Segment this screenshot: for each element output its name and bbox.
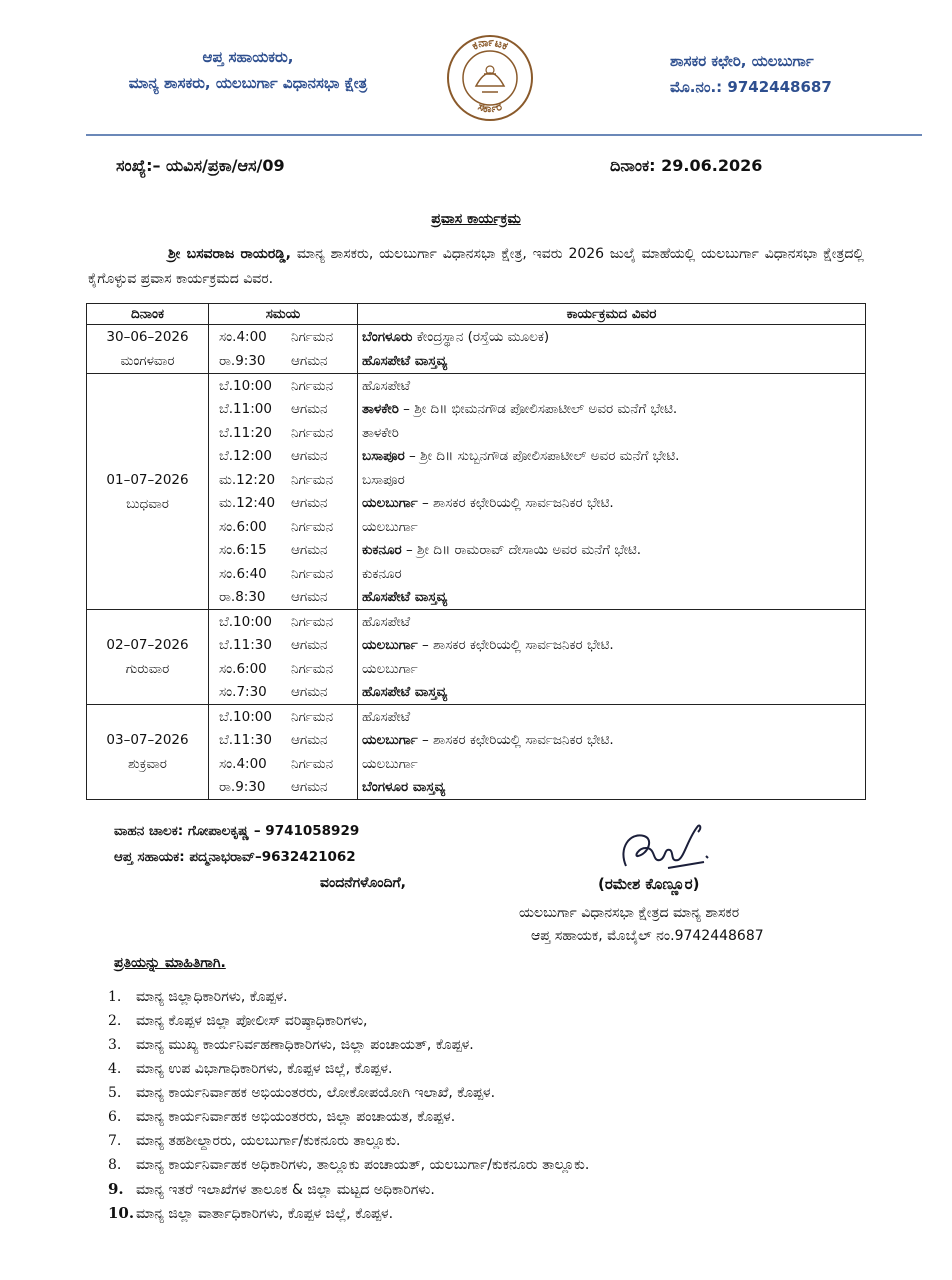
office-line-1: ಶಾಸಕರ ಕಛೇರಿ, ಯಲಬುರ್ಗಾ — [670, 52, 814, 70]
list-item-number: 10. — [108, 1204, 135, 1222]
seal-top-text: ಕರ್ನಾಟಕ — [470, 35, 510, 53]
time-cell: ಸಂ.7:30 — [209, 681, 288, 705]
list-item-number: 6. — [108, 1109, 122, 1125]
action-cell: ಆಗಮನ — [287, 539, 358, 563]
action-cell: ನಿರ್ಗಮನ — [287, 421, 358, 445]
sender-block — [68, 44, 428, 96]
detail-desc: ಹೊಸಪೇಟೆ — [362, 377, 411, 394]
signatory-contact: ಆಪ್ತ ಸಹಾಯಕ, ಮೊಬೈಲ್ ನಂ.9742448687 — [531, 928, 764, 944]
action-cell: ನಿರ್ಗಮನ — [287, 515, 358, 539]
detail-cell — [358, 705, 866, 729]
detail-desc: ಕೇಂದ್ರಸ್ಥಾನ (ರಸ್ತೆಯ ಮೂಲಕ) — [412, 329, 550, 345]
list-item-number: 2. — [108, 1013, 122, 1029]
detail-place: ಹೊಸಪೇಟೆ ವಾಸ್ತವ್ಯ — [362, 353, 448, 369]
detail-desc: – ಶಾಸಕರ ಕಛೇರಿಯಲ್ಲಿ ಸಾರ್ವಜನಿಕರ ಭೇಟಿ. — [417, 637, 614, 654]
detail-desc: – ಶಾಸಕರ ಕಛೇರಿಯಲ್ಲಿ ಸಾರ್ವಜನಿಕರ ಭೇಟಿ. — [417, 495, 614, 512]
sender-line-1: ಆಪ್ತ ಸಹಾಯಕರು, — [202, 48, 294, 66]
detail-cell — [358, 586, 866, 610]
detail-cell — [358, 681, 866, 705]
detail-desc: ಕುಕನೂರ — [362, 565, 402, 582]
office-block — [670, 48, 832, 100]
list-item-number: 3. — [108, 1037, 122, 1053]
action-cell: ಆಗಮನ — [287, 776, 358, 800]
list-item-text: ಮಾನ್ಯ ತಹಶೀಲ್ದಾರರು, ಯಲಬುರ್ಗಾ/ಕುಕನೂರು ತಾಲ್ಲೂಕು. — [136, 1133, 401, 1149]
action-cell: ಆಗಮನ — [287, 729, 358, 753]
list-item-number: 5. — [108, 1085, 122, 1101]
action-cell: ನಿರ್ಗಮನ — [287, 657, 358, 681]
detail-place: ಯಲಬುರ್ಗಾ — [362, 495, 418, 512]
list-item — [108, 985, 589, 1009]
list-item-number: 7. — [108, 1133, 122, 1149]
time-cell: ಸಂ.6:00 — [209, 657, 288, 681]
time-cell: ಸಂ.6:15 — [209, 539, 288, 563]
time-cell: ಸಂ.4:00 — [209, 752, 288, 776]
action-cell: ನಿರ್ಗಮನ — [287, 325, 358, 350]
detail-desc: ಹೊಸಪೇಟೆ — [362, 708, 411, 725]
time-cell: ರಾ.8:30 — [209, 586, 288, 610]
detail-desc: – ಶ್ರೀ ದಿ॥ ರಾಮರಾವ್ ದೇಸಾಯಿ ಅವರ ಮನೆಗೆ ಭೇಟಿ. — [401, 542, 642, 559]
list-item — [108, 1009, 589, 1033]
action-cell: ಆಗಮನ — [287, 398, 358, 422]
detail-cell — [358, 562, 866, 586]
list-item-text: ಮಾನ್ಯ ಜಿಲ್ಲಾಧಿಕಾರಿಗಳು, ಕೊಪ್ಪಳ. — [136, 989, 288, 1005]
time-cell: ಬೆ.11:30 — [209, 729, 288, 753]
list-item-text: ಮಾನ್ಯ ಕಾರ್ಯನಿರ್ವಾಹಕ ಅಧಿಕಾರಿಗಳು, ತಾಲ್ಲೂಕು ಪಂಚಾಯತ್, ಯಲಬುರ್ಗಾ/ಕುಕನೂರು ತಾಲ್ಲೂಕು. — [136, 1157, 590, 1173]
detail-cell — [358, 634, 866, 658]
list-item-text: ಮಾನ್ಯ ಇತರೆ ಇಲಾಖೆಗಳ ತಾಲೂಕ & ಜಿಲ್ಲಾ ಮಟ್ಟದ ಅಧಿಕಾರಿಗಳು. — [136, 1182, 435, 1198]
detail-cell — [358, 349, 866, 374]
time-cell: ಬೆ.12:00 — [209, 445, 288, 469]
time-cell: ಬೆ.10:00 — [209, 705, 288, 729]
signature-icon — [608, 818, 718, 878]
office-phone: ಮೊ.ನಂ.: 9742448687 — [670, 78, 832, 96]
list-item-text: ಮಾನ್ಯ ಜಿಲ್ಲಾ ವಾರ್ತಾಧಿಕಾರಿಗಳು, ಕೊಪ್ಪಳ ಜಿಲ್ಲೆ, ಕೊಪ್ಪಳ. — [136, 1206, 394, 1222]
list-item — [108, 1057, 589, 1081]
list-item — [108, 1081, 589, 1105]
list-item-text: ಮಾನ್ಯ ಕಾರ್ಯನಿರ್ವಾಹಕ ಅಭಿಯಂತರರು, ಜಿಲ್ಲಾ ಪಂಚಾಯತ, ಕೊಪ್ಪಳ. — [136, 1109, 456, 1125]
day-date: 03–07–2026 — [106, 732, 189, 748]
table-header-row — [87, 304, 866, 325]
detail-place: ಯಲಬುರ್ಗಾ — [362, 732, 418, 749]
header-details: ಕಾರ್ಯಕ್ರಮದ ವಿವರ — [358, 304, 866, 325]
time-cell: ರಾ.9:30 — [209, 349, 288, 374]
seal-bottom-text: ಸರ್ಕಾರ — [476, 99, 504, 116]
action-cell: ನಿರ್ಗಮನ — [287, 374, 358, 398]
detail-cell — [358, 610, 866, 634]
table-row — [87, 610, 866, 634]
detail-cell — [358, 398, 866, 422]
time-cell: ಸಂ.6:40 — [209, 562, 288, 586]
time-cell: ಬೆ.11:30 — [209, 634, 288, 658]
header-divider — [86, 134, 922, 136]
list-item — [108, 1201, 589, 1225]
time-cell: ಸಂ.4:00 — [209, 325, 288, 350]
day-date-cell — [87, 325, 209, 374]
detail-desc: – ಶ್ರೀ ದಿ॥ ಸುಬ್ಬನಗೌಡ ಪೋಲಿಸಪಾಟೀಲ್ ಅವರ ಮನೆಗೆ ಭೇಟಿ. — [404, 448, 680, 465]
list-item — [108, 1153, 589, 1177]
time-cell: ಬೆ.11:20 — [209, 421, 288, 445]
action-cell: ನಿರ್ಗಮನ — [287, 610, 358, 634]
day-weekday: ಗುರುವಾರ — [125, 661, 170, 677]
detail-place: ಬಸಾಪೂರ — [362, 448, 405, 465]
action-cell: ಆಗಮನ — [287, 634, 358, 658]
schedule-table — [86, 303, 866, 800]
action-cell: ನಿರ್ಗಮನ — [287, 705, 358, 729]
day-date: 30–06–2026 — [106, 329, 189, 345]
intro-name: ಶ್ರೀ ಬಸವರಾಜ ರಾಯರಡ್ಡಿ, — [168, 246, 291, 262]
intro-text: ಮಾನ್ಯ ಶಾಸಕರು, ಯಲಬುರ್ಗಾ ವಿಧಾನಸಭಾ ಕ್ಷೇತ್ರ, ಇವರು 2026 ಜುಲೈ ಮಾಹೆಯಲ್ಲಿ ಯಲಬುರ್ಗಾ ವಿಧಾನಸಭಾ ಕ್ಷೇತ್ರದಲ್ಲಿ ಕೈಗೊಳ್ಳುವ ಪ್ರವಾಸ ಕಾರ್ಯಕ್ರಮದ ವಿವರ. — [88, 246, 864, 287]
list-item-number: 4. — [108, 1061, 122, 1077]
detail-place: ಹೊಸಪೇಟೆ ವಾಸ್ತವ್ಯ — [362, 589, 448, 606]
signatory-title: ಯಲಬುರ್ಗಾ ವಿಧಾನಸಭಾ ಕ್ಷೇತ್ರದ ಮಾನ್ಯ ಶಾಸಕರ — [519, 905, 740, 921]
time-cell: ಸಂ.6:00 — [209, 515, 288, 539]
intro-paragraph — [88, 242, 864, 292]
list-item-text: ಮಾನ್ಯ ಕೊಪ್ಪಳ ಜಿಲ್ಲಾ ಪೋಲೀಸ್ ವರಿಷ್ಠಾಧಿಕಾರಿಗಳು, — [136, 1013, 368, 1029]
action-cell: ಆಗಮನ — [287, 349, 358, 374]
list-item — [108, 1177, 589, 1201]
detail-cell — [358, 515, 866, 539]
detail-cell — [358, 729, 866, 753]
detail-cell — [358, 752, 866, 776]
time-cell: ರಾ.9:30 — [209, 776, 288, 800]
list-item-text: ಮಾನ್ಯ ಮುಖ್ಯ ಕಾರ್ಯನಿರ್ವಹಣಾಧಿಕಾರಿಗಳು, ಜಿಲ್ಲಾ ಪಂಚಾಯತ್, ಕೊಪ್ಪಳ. — [136, 1037, 474, 1053]
list-item-number: 8. — [108, 1157, 122, 1173]
action-cell: ಆಗಮನ — [287, 586, 358, 610]
action-cell: ಆಗಮನ — [287, 445, 358, 469]
list-item-text: ಮಾನ್ಯ ಕಾರ್ಯನಿರ್ವಾಹಕ ಅಭಿಯಂತರರು, ಲೋಕೋಪಯೋಗಿ ಇಲಾಖೆ, ಕೊಪ್ಪಳ. — [136, 1085, 496, 1101]
header-time: ಸಮಯ — [209, 304, 358, 325]
detail-cell — [358, 468, 866, 492]
signatory-name: (ರಮೇಶ ಕೊಣ್ಣೂರ) — [598, 875, 700, 893]
detail-place: ಕುಕನೂರ — [362, 542, 402, 559]
list-item-number: 9. — [108, 1180, 124, 1198]
detail-cell — [358, 325, 866, 350]
day-weekday: ಮಂಗಳವಾರ — [120, 353, 175, 369]
karnataka-seal-icon — [446, 34, 534, 122]
header-date: ದಿನಾಂಕ — [87, 304, 209, 325]
time-cell: ಮ.12:40 — [209, 492, 288, 516]
list-item-number: 1. — [108, 989, 122, 1005]
action-cell: ಆಗಮನ — [287, 681, 358, 705]
table-row — [87, 325, 866, 350]
assistant-contact: ಆಪ್ತ ಸಹಾಯಕ: ಪದ್ಮನಾಭರಾವ್–9632421062 — [114, 849, 356, 865]
day-date: 01–07–2026 — [106, 471, 189, 488]
detail-place: ಬೆಂಗಳೂರ ವಾಸ್ತವ್ಯ — [362, 779, 446, 796]
reference-number: ಸಂಖ್ಯೆ:– ಯವಿಸ/ಪ್ರಕಾ/ಆಸ/09 — [116, 156, 285, 175]
day-weekday: ಶುಕ್ರವಾರ — [128, 756, 167, 772]
detail-desc: ಯಲಬುರ್ಗಾ — [362, 518, 418, 535]
detail-desc: ತಾಳಕೇರಿ — [362, 424, 399, 441]
day-date-cell — [87, 374, 209, 610]
detail-cell — [358, 374, 866, 398]
time-cell: ಬೆ.10:00 — [209, 374, 288, 398]
day-weekday: ಬುಧವಾರ — [126, 495, 169, 512]
action-cell: ನಿರ್ಗಮನ — [287, 752, 358, 776]
detail-desc: – ಶಾಸಕರ ಕಛೇರಿಯಲ್ಲಿ ಸಾರ್ವಜನಿಕರ ಭೇಟಿ. — [417, 732, 614, 749]
time-cell: ಬೆ.10:00 — [209, 610, 288, 634]
time-cell: ಮ.12:20 — [209, 468, 288, 492]
detail-place: ತಾಳಕೇರಿ — [362, 401, 399, 418]
list-item-text: ಮಾನ್ಯ ಉಪ ವಿಭಾಗಾಧಿಕಾರಿಗಳು, ಕೊಪ್ಪಳ ಜಿಲ್ಲೆ, ಕೊಪ್ಪಳ. — [136, 1061, 393, 1077]
detail-desc: ಯಲಬುರ್ಗಾ — [362, 755, 418, 772]
closing-greeting: ವಂದನೆಗಳೊಂದಿಗೆ, — [320, 875, 406, 891]
detail-desc: – ಶ್ರೀ ದಿ॥ ಭೀಮನಗೌಡ ಪೋಲಿಸಪಾಟೀಲ್ ಅವರ ಮನೆಗೆ ಭೇಟಿ. — [398, 401, 678, 418]
day-date-cell — [87, 610, 209, 705]
list-item — [108, 1129, 589, 1153]
sender-line-2: ಮಾನ್ಯ ಶಾಸಕರು, ಯಲಬುರ್ಗಾ ವಿಧಾನಸಭಾ ಕ್ಷೇತ್ರ — [128, 74, 368, 92]
detail-desc: ಬಸಾಪೂರ — [362, 471, 405, 488]
table-row — [87, 374, 866, 398]
detail-cell — [358, 657, 866, 681]
list-item — [108, 1033, 589, 1057]
detail-place: ಯಲಬುರ್ಗಾ — [362, 637, 418, 654]
svg-text:ಸರ್ಕಾರ — [476, 100, 504, 115]
detail-cell — [358, 445, 866, 469]
detail-cell — [358, 776, 866, 800]
copies-list — [108, 985, 589, 1225]
detail-cell — [358, 492, 866, 516]
action-cell: ನಿರ್ಗಮನ — [287, 468, 358, 492]
action-cell: ಆಗಮನ — [287, 492, 358, 516]
detail-cell — [358, 539, 866, 563]
day-date-cell — [87, 705, 209, 800]
detail-desc: ಯಲಬುರ್ಗಾ — [362, 660, 418, 677]
driver-contact: ವಾಹನ ಚಾಲಕ: ಗೋಪಾಲಕೃಷ್ಣ – 9741058929 — [114, 823, 360, 839]
list-item — [108, 1105, 589, 1129]
table-row — [87, 705, 866, 729]
time-cell: ಬೆ.11:00 — [209, 398, 288, 422]
detail-desc: ಹೊಸಪೇಟೆ — [362, 613, 411, 630]
action-cell: ನಿರ್ಗಮನ — [287, 562, 358, 586]
document-date: ದಿನಾಂಕ: 29.06.2026 — [610, 156, 763, 175]
copies-heading: ಪ್ರತಿಯನ್ನು ಮಾಹಿತಿಗಾಗಿ. — [114, 955, 226, 971]
day-date: 02–07–2026 — [106, 637, 189, 653]
document-title: ಪ್ರವಾಸ ಕಾರ್ಯಕ್ರಮ — [431, 211, 521, 227]
detail-cell — [358, 421, 866, 445]
detail-place: ಬೆಂಗಳೂರು — [362, 329, 413, 345]
detail-place: ಹೊಸಪೇಟೆ ವಾಸ್ತವ್ಯ — [362, 684, 448, 701]
